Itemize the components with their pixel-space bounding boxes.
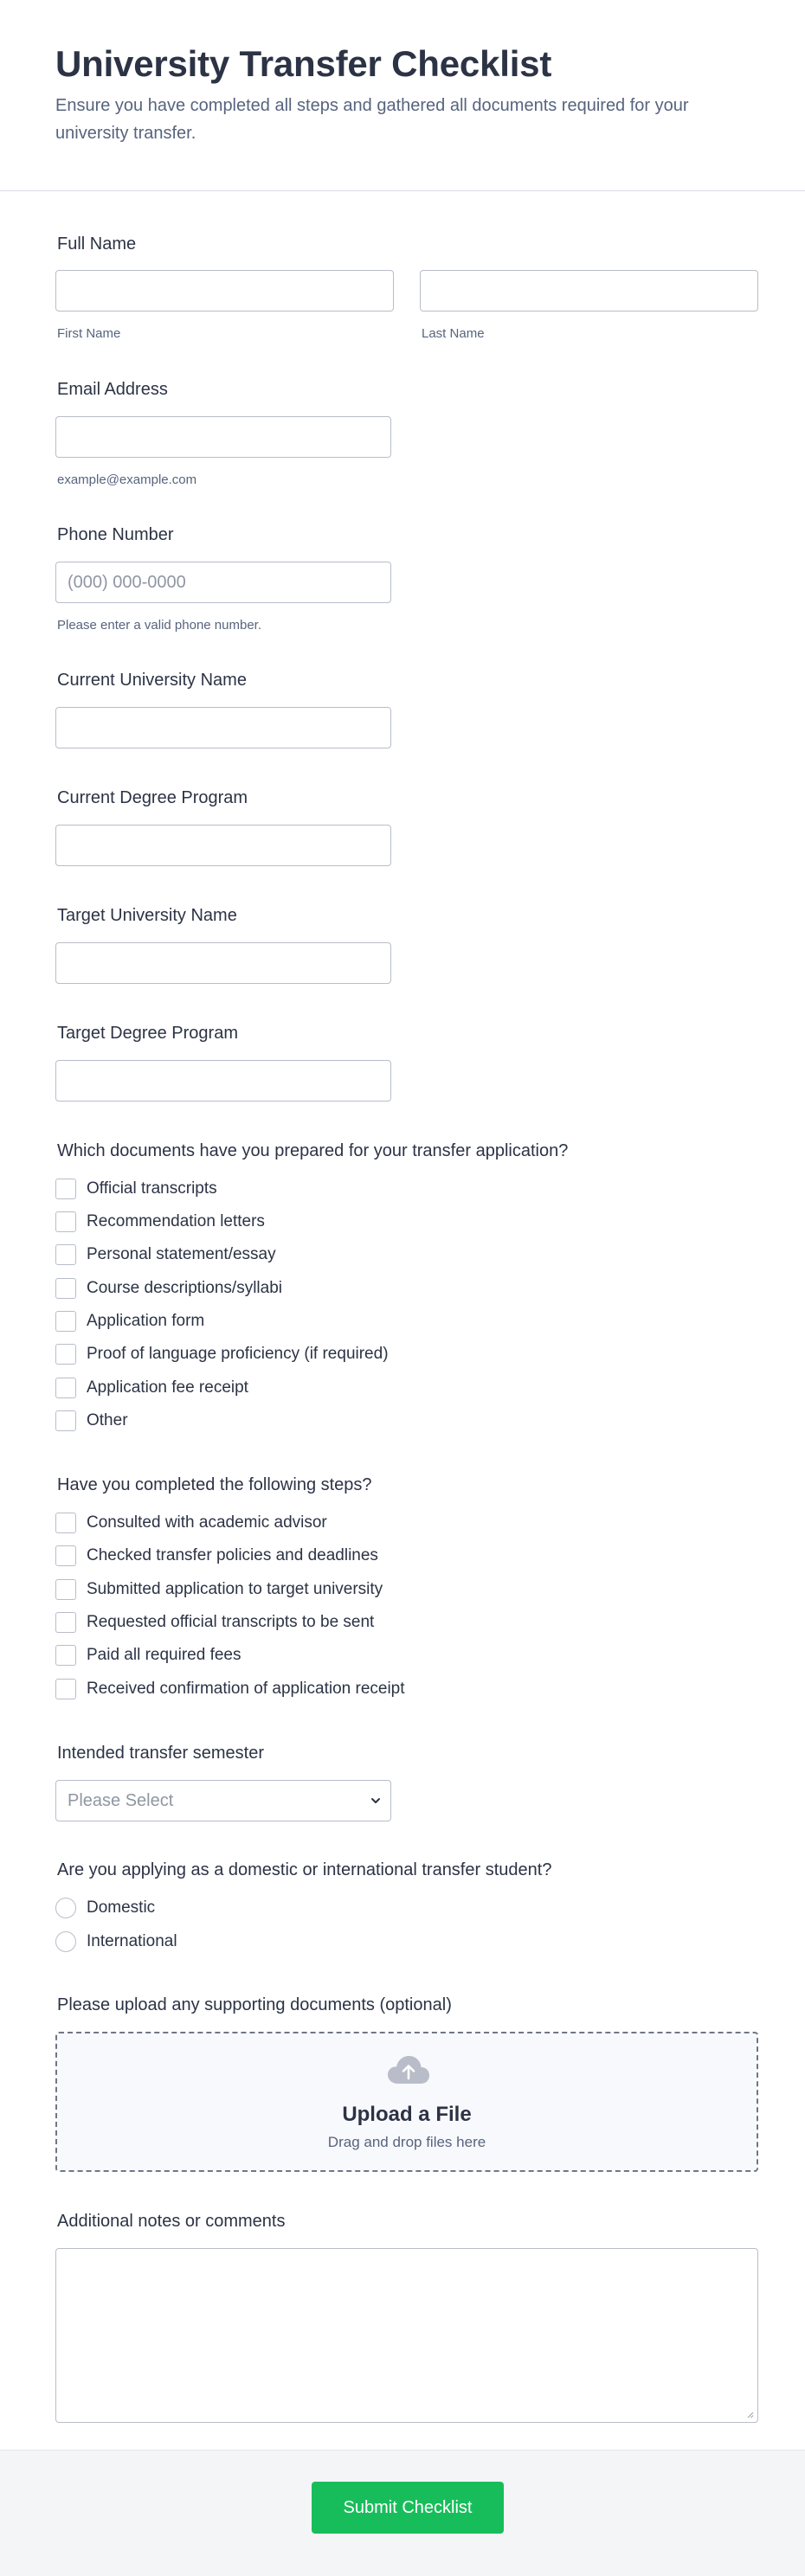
steps-option[interactable] <box>55 1678 405 1700</box>
steps-label: Have you completed the following steps? <box>57 1475 372 1494</box>
documents-option-label: Personal statement/essay <box>87 1245 276 1263</box>
upload-label: Please upload any supporting documents (optional) <box>57 1995 452 2014</box>
form-footer <box>0 2450 805 2576</box>
student-type-label: Are you applying as a domestic or international transfer student? <box>57 1860 552 1879</box>
steps-option-label: Received confirmation of application receipt <box>87 1680 405 1698</box>
checkbox[interactable] <box>55 1278 76 1299</box>
documents-option-label: Other <box>87 1411 128 1429</box>
documents-option-label: Recommendation letters <box>87 1212 265 1230</box>
checkbox[interactable] <box>55 1679 76 1699</box>
form-title: University Transfer Checklist <box>55 43 552 84</box>
radio-button[interactable] <box>55 1931 76 1952</box>
checkbox[interactable] <box>55 1378 76 1398</box>
documents-option[interactable] <box>55 1277 282 1300</box>
semester-selected-value: Please Select <box>68 1791 174 1810</box>
documents-option-label: Application form <box>87 1312 205 1330</box>
target-university-input[interactable] <box>55 942 391 984</box>
documents-option[interactable] <box>55 1343 389 1365</box>
upload-subtitle: Drag and drop files here <box>327 2134 486 2150</box>
steps-option-label: Submitted application to target university <box>87 1580 383 1598</box>
notes-label: Additional notes or comments <box>57 2212 286 2231</box>
student-type-option-label: International <box>87 1932 177 1950</box>
upload-title: Upload a File <box>342 2103 472 2126</box>
documents-option[interactable] <box>55 1243 276 1266</box>
current-university-input[interactable] <box>55 707 391 748</box>
checkbox[interactable] <box>55 1513 76 1533</box>
first-name-sublabel: First Name <box>57 326 121 341</box>
semester-select[interactable] <box>55 1780 391 1821</box>
first-name-input[interactable] <box>55 270 394 312</box>
steps-option[interactable] <box>55 1578 383 1601</box>
checkbox[interactable] <box>55 1410 76 1431</box>
documents-option-label: Proof of language proficiency (if required) <box>87 1345 389 1363</box>
checkbox[interactable] <box>55 1244 76 1265</box>
target-degree-input[interactable] <box>55 1060 391 1102</box>
radio-button[interactable] <box>55 1898 76 1918</box>
last-name-sublabel: Last Name <box>422 326 485 341</box>
last-name-input[interactable] <box>420 270 758 312</box>
steps-option[interactable] <box>55 1611 374 1634</box>
notes-textarea[interactable] <box>55 2248 758 2423</box>
checkbox[interactable] <box>55 1179 76 1199</box>
documents-option[interactable] <box>55 1211 265 1233</box>
documents-option-label: Official transcripts <box>87 1179 217 1198</box>
phone-input[interactable] <box>55 562 391 603</box>
email-label: Email Address <box>57 380 168 399</box>
student-type-option[interactable] <box>55 1930 177 1953</box>
steps-option-label: Requested official transcripts to be sent <box>87 1613 375 1631</box>
documents-option[interactable] <box>55 1178 217 1200</box>
checkbox[interactable] <box>55 1311 76 1332</box>
steps-option[interactable] <box>55 1545 378 1567</box>
checkbox[interactable] <box>55 1612 76 1633</box>
documents-label: Which documents have you prepared for your transfer application? <box>57 1141 569 1160</box>
phone-label: Phone Number <box>57 525 174 544</box>
phone-sublabel: Please enter a valid phone number. <box>57 618 261 633</box>
submit-button[interactable]: Submit Checklist <box>312 2482 504 2534</box>
current-degree-label: Current Degree Program <box>57 788 248 807</box>
steps-option-label: Paid all required fees <box>87 1646 242 1664</box>
documents-option-label: Application fee receipt <box>87 1378 248 1397</box>
checkbox[interactable] <box>55 1645 76 1666</box>
cloud-upload-icon <box>386 2054 431 2085</box>
email-sublabel: example@example.com <box>57 472 197 487</box>
file-upload-dropzone[interactable] <box>55 2032 758 2172</box>
student-type-option[interactable] <box>55 1897 155 1919</box>
documents-option[interactable] <box>55 1310 204 1333</box>
target-university-label: Target University Name <box>57 906 237 925</box>
checkbox[interactable] <box>55 1545 76 1566</box>
chevron-down-icon <box>368 1793 383 1808</box>
current-university-label: Current University Name <box>57 671 247 690</box>
student-type-option-label: Domestic <box>87 1898 156 1917</box>
target-degree-label: Target Degree Program <box>57 1024 238 1043</box>
steps-option-label: Consulted with academic advisor <box>87 1513 327 1532</box>
checkbox[interactable] <box>55 1579 76 1600</box>
email-input[interactable] <box>55 416 391 458</box>
steps-option[interactable] <box>55 1644 242 1667</box>
steps-option[interactable] <box>55 1512 327 1534</box>
form-subtitle: Ensure you have completed all steps and gathered all documents required for your university transfer. <box>55 96 689 143</box>
resize-grip-icon[interactable] <box>745 2410 754 2419</box>
current-degree-input[interactable] <box>55 825 391 866</box>
checkbox[interactable] <box>55 1211 76 1232</box>
documents-option[interactable] <box>55 1377 248 1399</box>
documents-option[interactable] <box>55 1410 128 1432</box>
documents-option-label: Course descriptions/syllabi <box>87 1279 282 1297</box>
steps-option-label: Checked transfer policies and deadlines <box>87 1546 378 1564</box>
form-header <box>0 0 805 191</box>
full-name-label: Full Name <box>57 234 137 254</box>
checkbox[interactable] <box>55 1344 76 1365</box>
semester-label: Intended transfer semester <box>57 1744 265 1763</box>
